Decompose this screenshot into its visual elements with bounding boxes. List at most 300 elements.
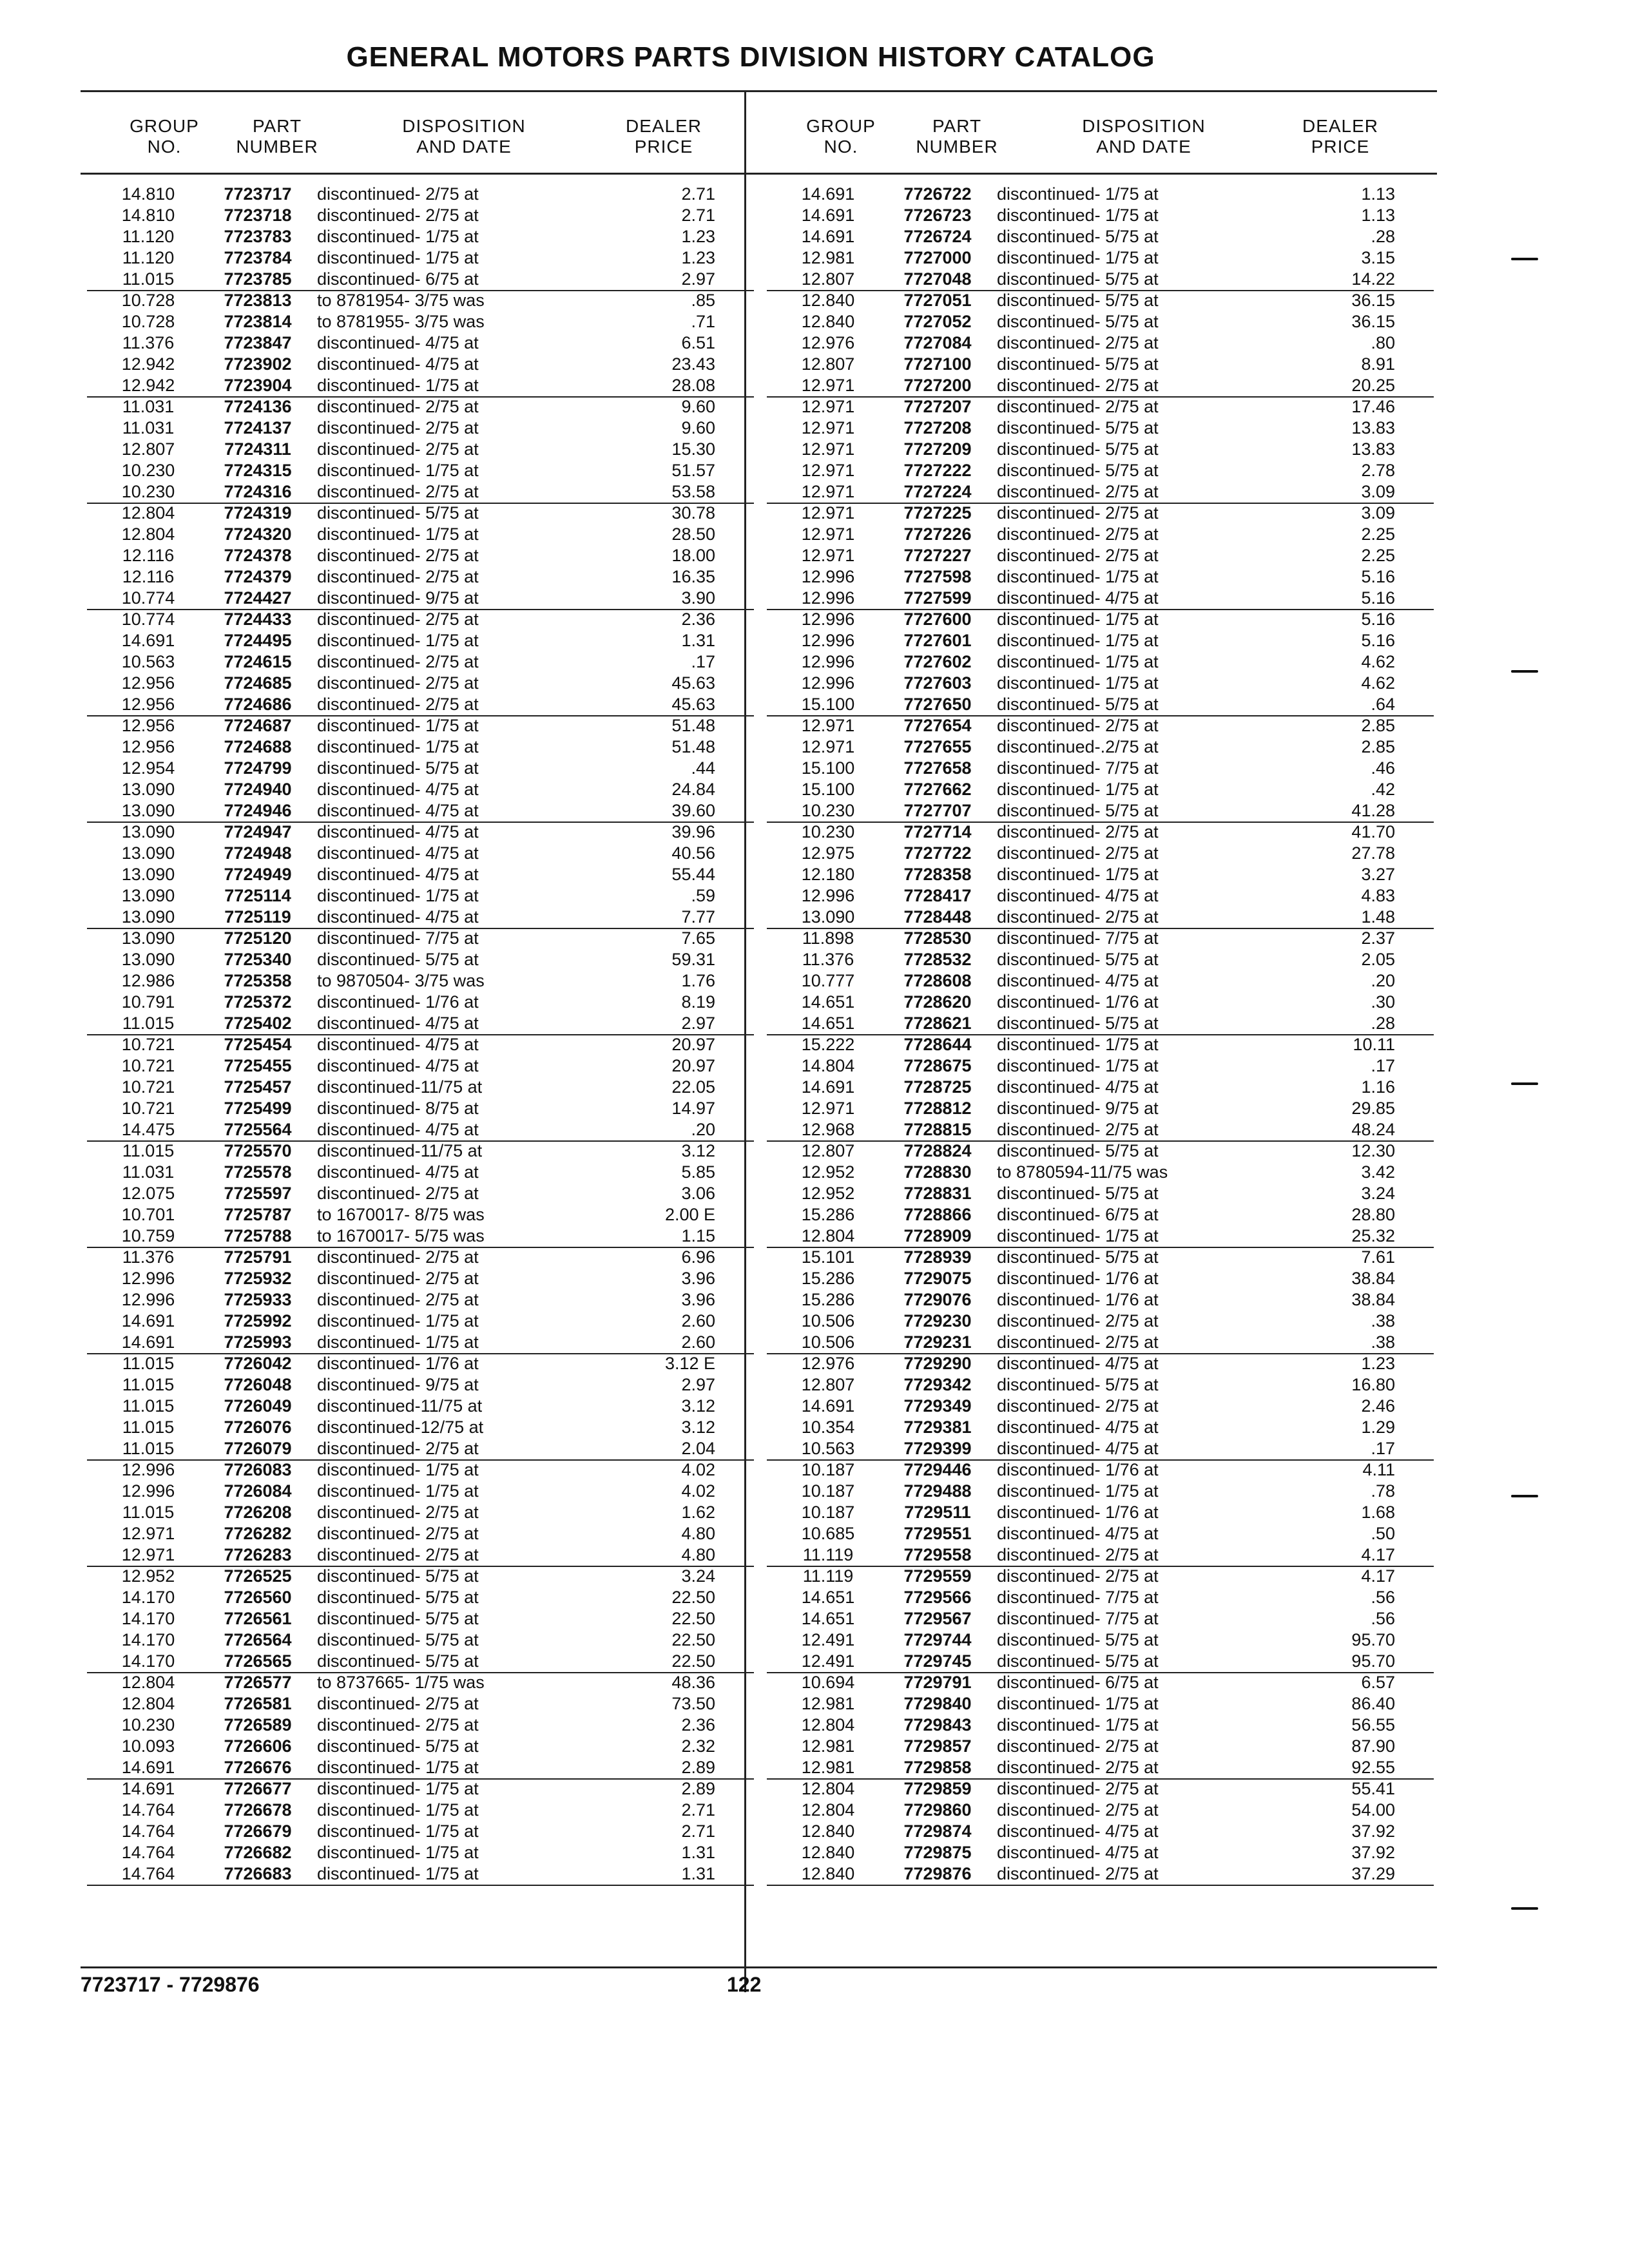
part-number: 7725791	[224, 1247, 292, 1267]
group-number: 14.764	[121, 1800, 175, 1820]
table-row	[767, 1842, 1434, 1863]
table-row	[767, 1119, 1434, 1142]
part-number: 7727000	[903, 248, 972, 267]
table-row	[87, 524, 754, 545]
disposition: discontinued- 9/75 at	[317, 588, 479, 608]
group-number: 12.971	[801, 439, 855, 459]
group-number: 12.996	[801, 652, 855, 671]
table-row	[767, 1332, 1434, 1354]
dealer-price: 73.50	[671, 1694, 715, 1713]
group-number: 11.376	[802, 950, 854, 969]
dealer-price: 4.17	[1361, 1566, 1395, 1586]
part-number: 7724378	[224, 546, 292, 565]
part-number: 7724316	[224, 482, 292, 501]
part-number: 7726722	[903, 184, 972, 204]
table-row	[767, 715, 1434, 736]
table-row	[767, 630, 1434, 651]
disposition: discontinued- 4/75 at	[997, 1077, 1159, 1097]
part-number: 7724311	[224, 439, 291, 459]
group-number: 12.981	[801, 1694, 855, 1713]
group-number: 12.804	[801, 1779, 855, 1798]
table-row	[87, 226, 754, 247]
dealer-price: 87.90	[1351, 1736, 1395, 1756]
disposition: discontinued- 1/76 at	[997, 1460, 1159, 1479]
dealer-price: 8.19	[681, 992, 715, 1012]
table-row	[767, 673, 1434, 694]
dealer-price: .46	[1371, 758, 1395, 778]
table-row	[87, 1736, 754, 1757]
footer-page-number: 122	[727, 1973, 762, 1996]
table-row	[87, 1715, 754, 1736]
group-number: 10.694	[801, 1673, 855, 1692]
table-row	[767, 1396, 1434, 1417]
disposition: discontinued- 1/75 at	[317, 1332, 479, 1352]
disposition: discontinued- 4/75 at	[317, 1056, 479, 1075]
part-number: 7726683	[224, 1864, 292, 1883]
disposition: discontinued- 2/75 at	[997, 1736, 1159, 1756]
table-row	[87, 1098, 754, 1119]
table-row	[87, 1289, 754, 1311]
table-row	[767, 290, 1434, 311]
disposition: discontinued- 5/75 at	[997, 1375, 1159, 1394]
group-number: 11.015	[122, 1439, 175, 1458]
dealer-price: 5.16	[1361, 567, 1395, 586]
group-number: 12.116	[122, 567, 175, 586]
dealer-price: 38.84	[1351, 1290, 1395, 1309]
disposition: discontinued- 2/75 at	[997, 1864, 1159, 1883]
disposition: discontinued- 5/75 at	[997, 950, 1159, 969]
disposition: discontinued- 5/75 at	[997, 312, 1159, 331]
dealer-price: 48.24	[1351, 1120, 1395, 1139]
part-number: 7727051	[903, 291, 972, 310]
disposition: discontinued- 4/75 at	[997, 1439, 1159, 1458]
dealer-price: 7.77	[681, 907, 715, 927]
group-number: 11.015	[122, 1014, 175, 1033]
disposition: discontinued- 1/75 at	[317, 1779, 479, 1798]
part-number: 7725358	[224, 971, 292, 990]
group-number: 10.777	[801, 971, 855, 990]
dealer-price: 2.85	[1361, 737, 1395, 756]
part-number: 7724946	[224, 801, 292, 820]
disposition: discontinued- 4/75 at	[997, 588, 1159, 608]
group-number: 10.701	[121, 1205, 175, 1224]
part-number: 7729230	[903, 1311, 972, 1331]
group-number: 10.685	[801, 1524, 855, 1543]
disposition: discontinued- 1/75 at	[997, 567, 1159, 586]
group-number: 11.031	[122, 397, 175, 416]
table-row	[87, 673, 754, 694]
table-row	[87, 651, 754, 673]
disposition: discontinued- 2/75 at	[317, 546, 479, 565]
disposition: discontinued- 7/75 at	[997, 1588, 1159, 1607]
dealer-price: 86.40	[1351, 1694, 1395, 1713]
table-row	[87, 396, 754, 418]
group-number: 12.996	[121, 1269, 175, 1288]
part-number: 7727707	[903, 801, 972, 820]
disposition: discontinued- 2/75 at	[317, 482, 479, 501]
dealer-price: 2.36	[681, 610, 715, 629]
dealer-price: 5.16	[1361, 631, 1395, 650]
dealer-price: 37.29	[1351, 1864, 1395, 1883]
group-number: 12.075	[121, 1184, 175, 1203]
group-number: 13.090	[121, 822, 175, 841]
disposition: discontinued- 5/75 at	[997, 1184, 1159, 1203]
dealer-price: 39.96	[671, 822, 715, 841]
disposition: discontinued- 5/75 at	[997, 418, 1159, 437]
part-number: 7725340	[224, 950, 292, 969]
group-number: 10.506	[801, 1332, 855, 1352]
dealer-price: 2.00 E	[664, 1205, 715, 1224]
part-number: 7727084	[903, 333, 972, 352]
disposition: discontinued- 4/75 at	[317, 1035, 479, 1054]
dealer-price: 51.57	[671, 461, 715, 480]
disposition: discontinued- 5/75 at	[317, 758, 479, 778]
group-number: 12.804	[801, 1800, 855, 1820]
group-number: 12.804	[121, 524, 175, 544]
group-number: 13.090	[121, 801, 175, 820]
group-number: 12.491	[801, 1630, 855, 1649]
disposition: to 8737665- 1/75 was	[317, 1673, 485, 1692]
table-row	[767, 1013, 1434, 1035]
dealer-price: 40.56	[671, 843, 715, 863]
group-number: 12.942	[121, 354, 175, 374]
disposition: discontinued-11/75 at	[317, 1077, 483, 1097]
group-number: 10.506	[801, 1311, 855, 1331]
disposition: discontinued- 2/75 at	[317, 695, 479, 714]
group-number: 10.230	[801, 801, 855, 820]
group-number: 14.691	[801, 227, 855, 246]
part-number: 7724940	[224, 780, 292, 799]
part-number: 7723718	[224, 206, 292, 225]
dealer-price: 25.32	[1351, 1226, 1395, 1245]
part-number: 7729488	[903, 1481, 972, 1501]
group-number: 12.956	[121, 716, 175, 735]
disposition: discontinued- 2/75 at	[317, 1545, 479, 1564]
part-number: 7729874	[903, 1821, 972, 1841]
dealer-price: 28.80	[1351, 1205, 1395, 1224]
dealer-price: 92.55	[1351, 1758, 1395, 1777]
group-number: 13.090	[801, 907, 855, 927]
dealer-price: 59.31	[671, 950, 715, 969]
disposition: discontinued- 4/75 at	[317, 822, 479, 841]
disposition: discontinued- 7/75 at	[997, 1609, 1159, 1628]
table-row	[87, 885, 754, 907]
table-row	[87, 1459, 754, 1481]
group-number: 14.764	[121, 1821, 175, 1841]
part-number: 7727207	[903, 397, 972, 416]
dealer-price: 4.17	[1361, 1545, 1395, 1564]
part-number: 7727602	[903, 652, 972, 671]
dealer-price: .17	[691, 652, 715, 671]
disposition: discontinued- 4/75 at	[317, 1014, 479, 1033]
part-number: 7723784	[224, 248, 292, 267]
dealer-price: 1.31	[681, 1843, 715, 1862]
group-number: 14.764	[121, 1864, 175, 1883]
disposition: discontinued- 4/75 at	[997, 971, 1159, 990]
part-number: 7723847	[224, 333, 292, 352]
part-number: 7726049	[224, 1396, 292, 1416]
table-row	[87, 566, 754, 588]
dealer-price: 2.05	[1361, 950, 1395, 969]
dealer-price: 3.12 E	[664, 1354, 715, 1373]
table-row	[767, 864, 1434, 885]
table-row	[767, 970, 1434, 992]
disposition: discontinued- 1/75 at	[997, 1715, 1159, 1735]
disposition: discontinued- 4/75 at	[317, 780, 479, 799]
disposition: discontinued- 5/75 at	[997, 1247, 1159, 1267]
disposition: discontinued-.2/75 at	[997, 737, 1159, 756]
table-row	[87, 1863, 754, 1886]
disposition: discontinued- 5/75 at	[997, 1651, 1159, 1671]
table-row	[87, 439, 754, 460]
right-header-price: DEALER PRICE	[1302, 116, 1379, 157]
disposition: discontinued- 1/75 at	[997, 1481, 1159, 1501]
dealer-price: 29.85	[1351, 1099, 1395, 1118]
group-number: 13.090	[121, 886, 175, 905]
part-number: 7728448	[903, 907, 972, 927]
part-number: 7723904	[224, 376, 292, 395]
table-row	[767, 1459, 1434, 1481]
table-row	[87, 1034, 754, 1055]
margin-mark	[1511, 670, 1538, 673]
dealer-price: 16.80	[1351, 1375, 1395, 1394]
table-row	[767, 1502, 1434, 1523]
disposition: discontinued- 1/75 at	[317, 886, 479, 905]
disposition: discontinued- 5/75 at	[997, 1630, 1159, 1649]
dealer-price: 2.89	[681, 1779, 715, 1798]
dealer-price: 14.97	[671, 1099, 715, 1118]
group-number: 12.954	[121, 758, 175, 778]
part-number: 7726083	[224, 1460, 292, 1479]
dealer-price: 4.80	[681, 1524, 715, 1543]
table-row	[87, 1162, 754, 1183]
dealer-price: 4.62	[1361, 652, 1395, 671]
disposition: discontinued- 4/75 at	[997, 1418, 1159, 1437]
table-row	[87, 1077, 754, 1098]
part-number: 7728675	[903, 1056, 972, 1075]
disposition: discontinued- 1/76 at	[317, 992, 479, 1012]
group-number: 12.952	[801, 1162, 855, 1182]
dealer-price: 17.46	[1351, 397, 1395, 416]
group-number: 12.971	[801, 716, 855, 735]
disposition: discontinued- 2/75 at	[997, 907, 1159, 927]
part-number: 7727599	[903, 588, 972, 608]
group-number: 10.759	[121, 1226, 175, 1245]
group-number: 12.807	[801, 354, 855, 374]
part-number: 7727048	[903, 269, 972, 289]
dealer-price: 38.84	[1351, 1269, 1395, 1288]
part-number: 7728530	[903, 928, 972, 948]
disposition: discontinued- 2/75 at	[317, 673, 479, 693]
group-number: 11.119	[802, 1566, 854, 1586]
part-number: 7729840	[903, 1694, 972, 1713]
dealer-price: 30.78	[671, 503, 715, 523]
dealer-price: 10.11	[1353, 1035, 1395, 1054]
dealer-price: 6.51	[681, 333, 715, 352]
part-number: 7727662	[903, 780, 972, 799]
part-number: 7728620	[903, 992, 972, 1012]
disposition: discontinued- 1/75 at	[997, 1056, 1159, 1075]
table-row	[767, 885, 1434, 907]
disposition: discontinued- 1/75 at	[997, 673, 1159, 693]
disposition: discontinued- 1/75 at	[317, 1821, 479, 1841]
part-number: 7725402	[224, 1014, 292, 1033]
disposition: discontinued- 2/75 at	[997, 1396, 1159, 1416]
disposition: discontinued- 1/75 at	[317, 524, 479, 544]
table-row	[87, 311, 754, 332]
disposition: discontinued- 2/75 at	[997, 843, 1159, 863]
part-number: 7724320	[224, 524, 292, 544]
disposition: discontinued- 4/75 at	[997, 886, 1159, 905]
disposition: discontinued- 7/75 at	[997, 928, 1159, 948]
group-number: 12.976	[801, 333, 855, 352]
table-row	[767, 907, 1434, 929]
part-number: 7728358	[903, 865, 972, 884]
group-number: 12.971	[801, 461, 855, 480]
group-number: 14.691	[121, 631, 175, 650]
part-number: 7727052	[903, 312, 972, 331]
table-row	[87, 1332, 754, 1354]
part-number: 7725992	[224, 1311, 292, 1331]
disposition: discontinued- 2/75 at	[317, 1439, 479, 1458]
disposition: discontinued- 4/75 at	[997, 1821, 1159, 1841]
group-number: 12.981	[801, 248, 855, 267]
group-number: 14.651	[801, 992, 855, 1012]
dealer-price: .71	[691, 312, 715, 331]
disposition: discontinued- 1/75 at	[997, 1226, 1159, 1245]
table-row	[767, 184, 1434, 205]
dealer-price: 1.68	[1361, 1503, 1395, 1522]
part-number: 7727654	[903, 716, 972, 735]
table-row	[87, 779, 754, 800]
dealer-price: 2.78	[1361, 461, 1395, 480]
dealer-price: 9.60	[681, 397, 715, 416]
disposition: discontinued- 1/76 at	[317, 1354, 479, 1373]
table-row	[87, 481, 754, 504]
disposition: discontinued- 1/76 at	[997, 1290, 1159, 1309]
group-number: 12.981	[801, 1758, 855, 1777]
table-row	[767, 311, 1434, 332]
part-number: 7724948	[224, 843, 292, 863]
part-number: 7725578	[224, 1162, 292, 1182]
group-number: 10.721	[121, 1099, 175, 1118]
group-number: 12.996	[801, 588, 855, 608]
table-row	[767, 736, 1434, 758]
group-number: 11.015	[122, 1396, 175, 1416]
part-number: 7725570	[224, 1141, 292, 1160]
disposition: discontinued- 2/75 at	[317, 206, 479, 225]
part-number: 7729076	[903, 1290, 972, 1309]
table-row	[87, 1183, 754, 1204]
table-row	[767, 843, 1434, 864]
disposition: discontinued- 5/75 at	[317, 1588, 479, 1607]
disposition: discontinued- 1/75 at	[317, 1758, 479, 1777]
part-number: 7729446	[903, 1460, 972, 1479]
disposition: discontinued- 4/75 at	[997, 1354, 1159, 1373]
disposition: discontinued- 2/75 at	[317, 1269, 479, 1288]
dealer-price: .50	[1371, 1524, 1395, 1543]
dealer-price: 22.50	[671, 1630, 715, 1649]
group-number: 12.971	[801, 1099, 855, 1118]
disposition: to 8781955- 3/75 was	[317, 312, 485, 331]
group-number: 10.721	[121, 1077, 175, 1097]
table-row	[87, 418, 754, 439]
part-number: 7728621	[903, 1014, 972, 1033]
dealer-price: 1.23	[1361, 1354, 1395, 1373]
table-row	[767, 247, 1434, 269]
group-number: 13.090	[121, 865, 175, 884]
dealer-price: .28	[1371, 227, 1395, 246]
group-number: 12.996	[121, 1460, 175, 1479]
table-row	[87, 1013, 754, 1035]
dealer-price: 22.05	[671, 1077, 715, 1097]
dealer-price: 53.58	[671, 482, 715, 501]
dealer-price: 2.46	[1361, 1396, 1395, 1416]
dealer-price: 51.48	[671, 716, 715, 735]
table-row	[767, 332, 1434, 354]
disposition: discontinued- 1/75 at	[997, 631, 1159, 650]
header-rule	[81, 173, 1437, 175]
part-number: 7726076	[224, 1418, 292, 1437]
group-number: 15.222	[801, 1035, 855, 1054]
disposition: discontinued- 2/75 at	[997, 546, 1159, 565]
group-number: 12.996	[801, 610, 855, 629]
disposition: discontinued- 2/75 at	[997, 503, 1159, 523]
disposition: discontinued- 2/75 at	[317, 567, 479, 586]
part-number: 7727224	[903, 482, 972, 501]
part-number: 7728417	[903, 886, 972, 905]
table-row	[87, 1821, 754, 1842]
part-number: 7725372	[224, 992, 292, 1012]
table-row	[767, 992, 1434, 1013]
table-row	[87, 1481, 754, 1502]
dealer-price: 8.91	[1361, 354, 1395, 374]
part-number: 7726283	[224, 1545, 292, 1564]
dealer-price: 3.09	[1361, 482, 1395, 501]
part-number: 7725933	[224, 1290, 292, 1309]
part-number: 7726589	[224, 1715, 292, 1735]
disposition: discontinued- 7/75 at	[997, 758, 1159, 778]
group-number: 12.804	[801, 1226, 855, 1245]
table-row	[87, 1757, 754, 1780]
part-number: 7726079	[224, 1439, 292, 1458]
disposition: discontinued- 1/75 at	[317, 227, 479, 246]
table-row	[87, 970, 754, 992]
table-row	[767, 1183, 1434, 1204]
group-number: 13.090	[121, 907, 175, 927]
group-number: 12.840	[801, 1821, 855, 1841]
part-number: 7726577	[224, 1673, 292, 1692]
disposition: discontinued- 5/75 at	[997, 354, 1159, 374]
table-row	[767, 1140, 1434, 1162]
disposition: discontinued- 1/75 at	[997, 1035, 1159, 1054]
dealer-price: .56	[1371, 1588, 1395, 1607]
dealer-price: 2.36	[681, 1715, 715, 1735]
dealer-price: .78	[1371, 1481, 1395, 1501]
table-row	[87, 1502, 754, 1523]
disposition: discontinued- 5/75 at	[997, 269, 1159, 289]
part-number: 7727655	[903, 737, 972, 756]
part-number: 7725993	[224, 1332, 292, 1352]
table-row	[87, 694, 754, 716]
table-row	[767, 779, 1434, 800]
group-number: 10.791	[121, 992, 175, 1012]
dealer-price: 55.41	[1351, 1779, 1395, 1798]
part-number: 7727714	[903, 822, 972, 841]
table-row	[767, 822, 1434, 843]
part-number: 7728532	[903, 950, 972, 969]
table-row	[767, 1863, 1434, 1886]
